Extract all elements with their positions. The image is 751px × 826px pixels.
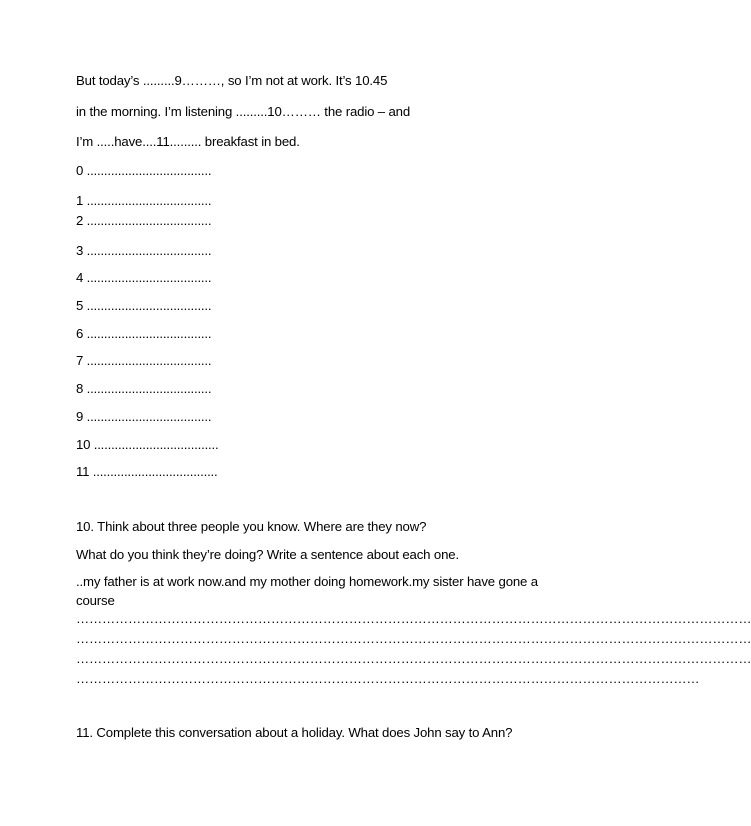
answer-line-11 [76,464,217,480]
dotted-answer-line: ………………………………………………………………………………………………………………………………………… [76,611,751,626]
answer-dots: .................................... [92,464,218,479]
question-11-heading: 11. Complete this conversation about a holiday. What does John say to Ann? [76,725,513,740]
answer-line-8 [76,381,211,397]
answer-number: 5 [76,298,84,313]
answer-dots: .................................... [86,243,212,258]
answer-number: 9 [76,409,84,424]
answer-number: 6 [76,326,84,341]
answer-line-5 [76,298,211,314]
question-10-answer-line-2: course [76,593,115,608]
answer-number: 10 [76,437,91,452]
dotted-answer-line: ………………………………………………………………………………………………………………………………………… [76,631,751,646]
answer-line-6 [76,326,211,342]
answer-number: 7 [76,353,84,368]
answer-number: 0 [76,163,84,178]
answer-dots: .................................... [93,437,219,452]
intro-line-3: I’m .....have....11......... breakfast in bed. [76,134,300,149]
answer-dots: .................................... [86,298,212,313]
answer-line-3 [76,243,211,259]
question-10-instruction: What do you think they’re doing? Write a sentence about each one. [76,547,459,562]
answer-line-0 [76,163,211,179]
answer-line-10 [76,437,218,453]
answer-dots: .................................... [86,409,212,424]
answer-dots: .................................... [86,270,212,285]
answer-line-1 [76,193,211,209]
answer-number: 2 [76,213,84,228]
answer-dots: .................................... [86,193,212,208]
answer-number: 1 [76,193,84,208]
intro-line-1: But today’s .........9………, so I’m not at work. It’s 10.45 [76,73,388,88]
answer-line-4 [76,270,211,286]
answer-dots: .................................... [86,326,212,341]
dotted-answer-line: ……………………………………………………………………………………………………………………………… [76,671,700,686]
answer-dots: .................................... [86,353,212,368]
answer-number: 3 [76,243,84,258]
answer-number: 8 [76,381,84,396]
answer-number: 4 [76,270,84,285]
dotted-answer-line: ………………………………………………………………………………………………………………………………………… [76,651,751,666]
question-10-heading: 10. Think about three people you know. Where are they now? [76,519,427,534]
answer-line-7 [76,353,211,369]
answer-line-2 [76,213,211,229]
intro-line-2: in the morning. I’m listening .........10……… the radio – and [76,104,411,119]
answer-dots: .................................... [86,163,212,178]
answer-number: 11 [76,464,90,479]
answer-dots: .................................... [86,213,212,228]
answer-dots: .................................... [86,381,212,396]
answer-line-9 [76,409,211,425]
question-10-answer-line-1: ..my father is at work now.and my mother doing homework.my sister have gone a [76,574,538,589]
